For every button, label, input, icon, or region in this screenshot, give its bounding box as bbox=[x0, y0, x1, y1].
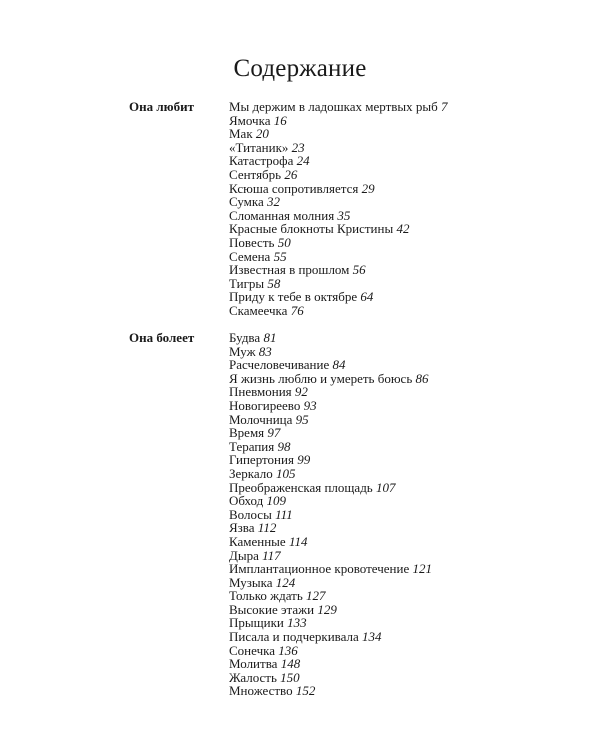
entry-page-number: 83 bbox=[258, 343, 272, 359]
toc-entry[interactable] bbox=[229, 385, 432, 399]
entry-page-number: 111 bbox=[275, 506, 293, 522]
entry-title: Терапия bbox=[229, 438, 275, 454]
toc-entry[interactable] bbox=[229, 222, 447, 236]
toc-entry[interactable] bbox=[229, 657, 432, 671]
entry-title: «Титаник» bbox=[229, 139, 289, 155]
entry-title: Волосы bbox=[229, 506, 272, 522]
entry-title: Ксюша сопротивляется bbox=[229, 180, 359, 196]
toc-entry[interactable] bbox=[229, 453, 432, 467]
toc-entry[interactable] bbox=[229, 263, 447, 277]
entry-page-number: 42 bbox=[396, 221, 410, 237]
toc-entry[interactable] bbox=[229, 358, 432, 372]
toc-entry[interactable] bbox=[229, 521, 432, 535]
entry-page-number: 93 bbox=[303, 397, 317, 413]
entry-title: Имплантационное кровотечение bbox=[229, 561, 410, 577]
entry-title: Молитва bbox=[229, 656, 278, 672]
toc-entry[interactable] bbox=[229, 236, 447, 250]
section-label: Она любит bbox=[129, 99, 194, 114]
toc-entry[interactable] bbox=[229, 535, 432, 549]
entry-title: Дыра bbox=[229, 547, 259, 563]
entry-page-number: 109 bbox=[266, 493, 287, 509]
toc-entry[interactable] bbox=[229, 440, 432, 454]
toc-entry[interactable] bbox=[229, 589, 432, 603]
toc-entry[interactable] bbox=[229, 277, 447, 291]
toc-entry[interactable] bbox=[229, 671, 432, 685]
entry-page-number: 35 bbox=[337, 207, 351, 223]
entry-page-number: 105 bbox=[276, 465, 296, 481]
entry-title: Сумка bbox=[229, 194, 264, 210]
entry-page-number: 86 bbox=[415, 370, 429, 386]
entry-title: Только ждать bbox=[229, 588, 303, 604]
entry-title: Музыка bbox=[229, 574, 273, 590]
entry-page-number: 124 bbox=[275, 574, 296, 590]
entry-page-number: 98 bbox=[277, 438, 291, 454]
toc-entry[interactable] bbox=[229, 209, 447, 223]
entry-title: Прыщики bbox=[229, 615, 284, 631]
entry-title: Сонечка bbox=[229, 642, 276, 658]
toc-entry[interactable] bbox=[229, 616, 432, 630]
toc-entry[interactable] bbox=[229, 508, 432, 522]
entry-page-number: 121 bbox=[412, 561, 432, 577]
toc-entry[interactable] bbox=[229, 494, 432, 508]
toc-entry[interactable] bbox=[229, 372, 432, 386]
entry-title: Преображенская площадь bbox=[229, 479, 373, 495]
entry-page-number: 117 bbox=[262, 547, 281, 563]
toc-entry[interactable] bbox=[229, 549, 432, 563]
entry-title: Жалость bbox=[229, 669, 277, 685]
toc-entry[interactable] bbox=[229, 100, 447, 114]
entry-title: Муж bbox=[229, 343, 256, 359]
entry-page-number: 55 bbox=[273, 248, 287, 264]
entry-page-number: 81 bbox=[263, 330, 277, 345]
entry-page-number: 92 bbox=[294, 384, 308, 400]
entry-title: Обход bbox=[229, 493, 264, 509]
toc-entry[interactable] bbox=[229, 114, 447, 128]
entry-page-number: 23 bbox=[291, 139, 305, 155]
toc-entry[interactable] bbox=[229, 345, 432, 359]
entry-page-number: 114 bbox=[288, 533, 308, 549]
toc-entry[interactable] bbox=[229, 644, 432, 658]
entry-page-number: 50 bbox=[277, 234, 291, 250]
toc-entry[interactable] bbox=[229, 127, 447, 141]
entry-page-number: 99 bbox=[297, 452, 311, 468]
toc-entry[interactable] bbox=[229, 331, 432, 345]
entry-title: Мак bbox=[229, 126, 253, 142]
entry-title: Сломанная молния bbox=[229, 207, 335, 223]
entry-list bbox=[229, 100, 447, 318]
page-title: Содержание bbox=[233, 55, 367, 82]
entry-page-number: 32 bbox=[267, 194, 281, 210]
entry-title: Время bbox=[229, 425, 265, 441]
toc-entry[interactable] bbox=[229, 576, 432, 590]
entry-page-number: 112 bbox=[257, 520, 277, 536]
entry-page-number: 152 bbox=[295, 683, 316, 699]
entry-page-number: 133 bbox=[287, 615, 307, 631]
toc-entry[interactable] bbox=[229, 426, 432, 440]
entry-page-number: 127 bbox=[306, 588, 326, 604]
entry-title: Красные блокноты Кристины bbox=[229, 221, 394, 237]
section-label: Она болеет bbox=[129, 330, 195, 345]
entry-title: Ямочка bbox=[229, 112, 271, 128]
entry-page-number: 7 bbox=[440, 99, 448, 114]
toc-entry[interactable] bbox=[229, 168, 447, 182]
entry-page-number: 95 bbox=[295, 411, 309, 427]
entry-page-number: 58 bbox=[267, 275, 281, 291]
entry-title: Каменные bbox=[229, 533, 286, 549]
entry-title: Приду к тебе в октябре bbox=[229, 289, 358, 305]
entry-title: Я жизнь люблю и умереть боюсь bbox=[229, 370, 413, 386]
entry-title: Сентябрь bbox=[229, 166, 282, 182]
entry-page-number: 84 bbox=[332, 357, 346, 373]
entry-page-number: 148 bbox=[280, 656, 301, 672]
entry-title: Будва bbox=[229, 330, 261, 345]
toc-entry[interactable] bbox=[229, 154, 447, 168]
entry-page-number: 26 bbox=[284, 166, 298, 182]
entry-page-number: 107 bbox=[376, 479, 396, 495]
entry-page-number: 97 bbox=[267, 425, 281, 441]
entry-title: Семена bbox=[229, 248, 271, 264]
entry-title: Зеркало bbox=[229, 465, 273, 481]
entry-title: Пневмония bbox=[229, 384, 292, 400]
toc-entry[interactable] bbox=[229, 562, 432, 576]
entry-title: Писала и подчеркивала bbox=[229, 629, 359, 645]
entry-page-number: 16 bbox=[273, 112, 287, 128]
entry-list bbox=[229, 331, 432, 698]
toc-entry[interactable] bbox=[229, 467, 432, 481]
entry-page-number: 20 bbox=[255, 126, 269, 142]
entry-page-number: 134 bbox=[362, 629, 382, 645]
entry-page-number: 56 bbox=[352, 262, 366, 278]
entry-title: Скамеечка bbox=[229, 302, 288, 318]
entry-page-number: 64 bbox=[360, 289, 374, 305]
entry-title: Множество bbox=[229, 683, 293, 699]
toc-entry[interactable] bbox=[229, 630, 432, 644]
toc-entry[interactable] bbox=[229, 684, 432, 698]
entry-title: Новогиреево bbox=[229, 397, 301, 413]
toc-entry[interactable] bbox=[229, 603, 432, 617]
toc-entry[interactable] bbox=[229, 141, 447, 155]
entry-title: Высокие этажи bbox=[229, 601, 315, 617]
entry-title: Молочница bbox=[229, 411, 293, 427]
entry-title: Тигры bbox=[229, 275, 265, 291]
toc-entry[interactable] bbox=[229, 250, 447, 264]
toc-entry[interactable] bbox=[229, 195, 447, 209]
entry-page-number: 24 bbox=[296, 153, 310, 169]
entry-title: Гипертония bbox=[229, 452, 294, 468]
entry-page-number: 76 bbox=[290, 302, 304, 318]
entry-title: Расчеловечивание bbox=[229, 357, 330, 373]
toc-entry[interactable] bbox=[229, 290, 447, 304]
toc-entry[interactable] bbox=[229, 182, 447, 196]
entry-title: Катастрофа bbox=[229, 153, 294, 169]
entry-page-number: 136 bbox=[278, 642, 298, 658]
entry-page-number: 29 bbox=[361, 180, 375, 196]
toc-entry[interactable] bbox=[229, 413, 432, 427]
entry-title: Язва bbox=[229, 520, 255, 536]
entry-page-number: 150 bbox=[280, 669, 300, 685]
toc-entry[interactable] bbox=[229, 481, 432, 495]
entry-page-number: 129 bbox=[317, 601, 337, 617]
entry-title: Мы держим в ладошках мертвых рыб bbox=[229, 99, 438, 114]
entry-title: Повесть bbox=[229, 234, 275, 250]
toc-entry[interactable] bbox=[229, 399, 432, 413]
entry-title: Известная в прошлом bbox=[229, 262, 350, 278]
toc-entry[interactable] bbox=[229, 304, 447, 318]
